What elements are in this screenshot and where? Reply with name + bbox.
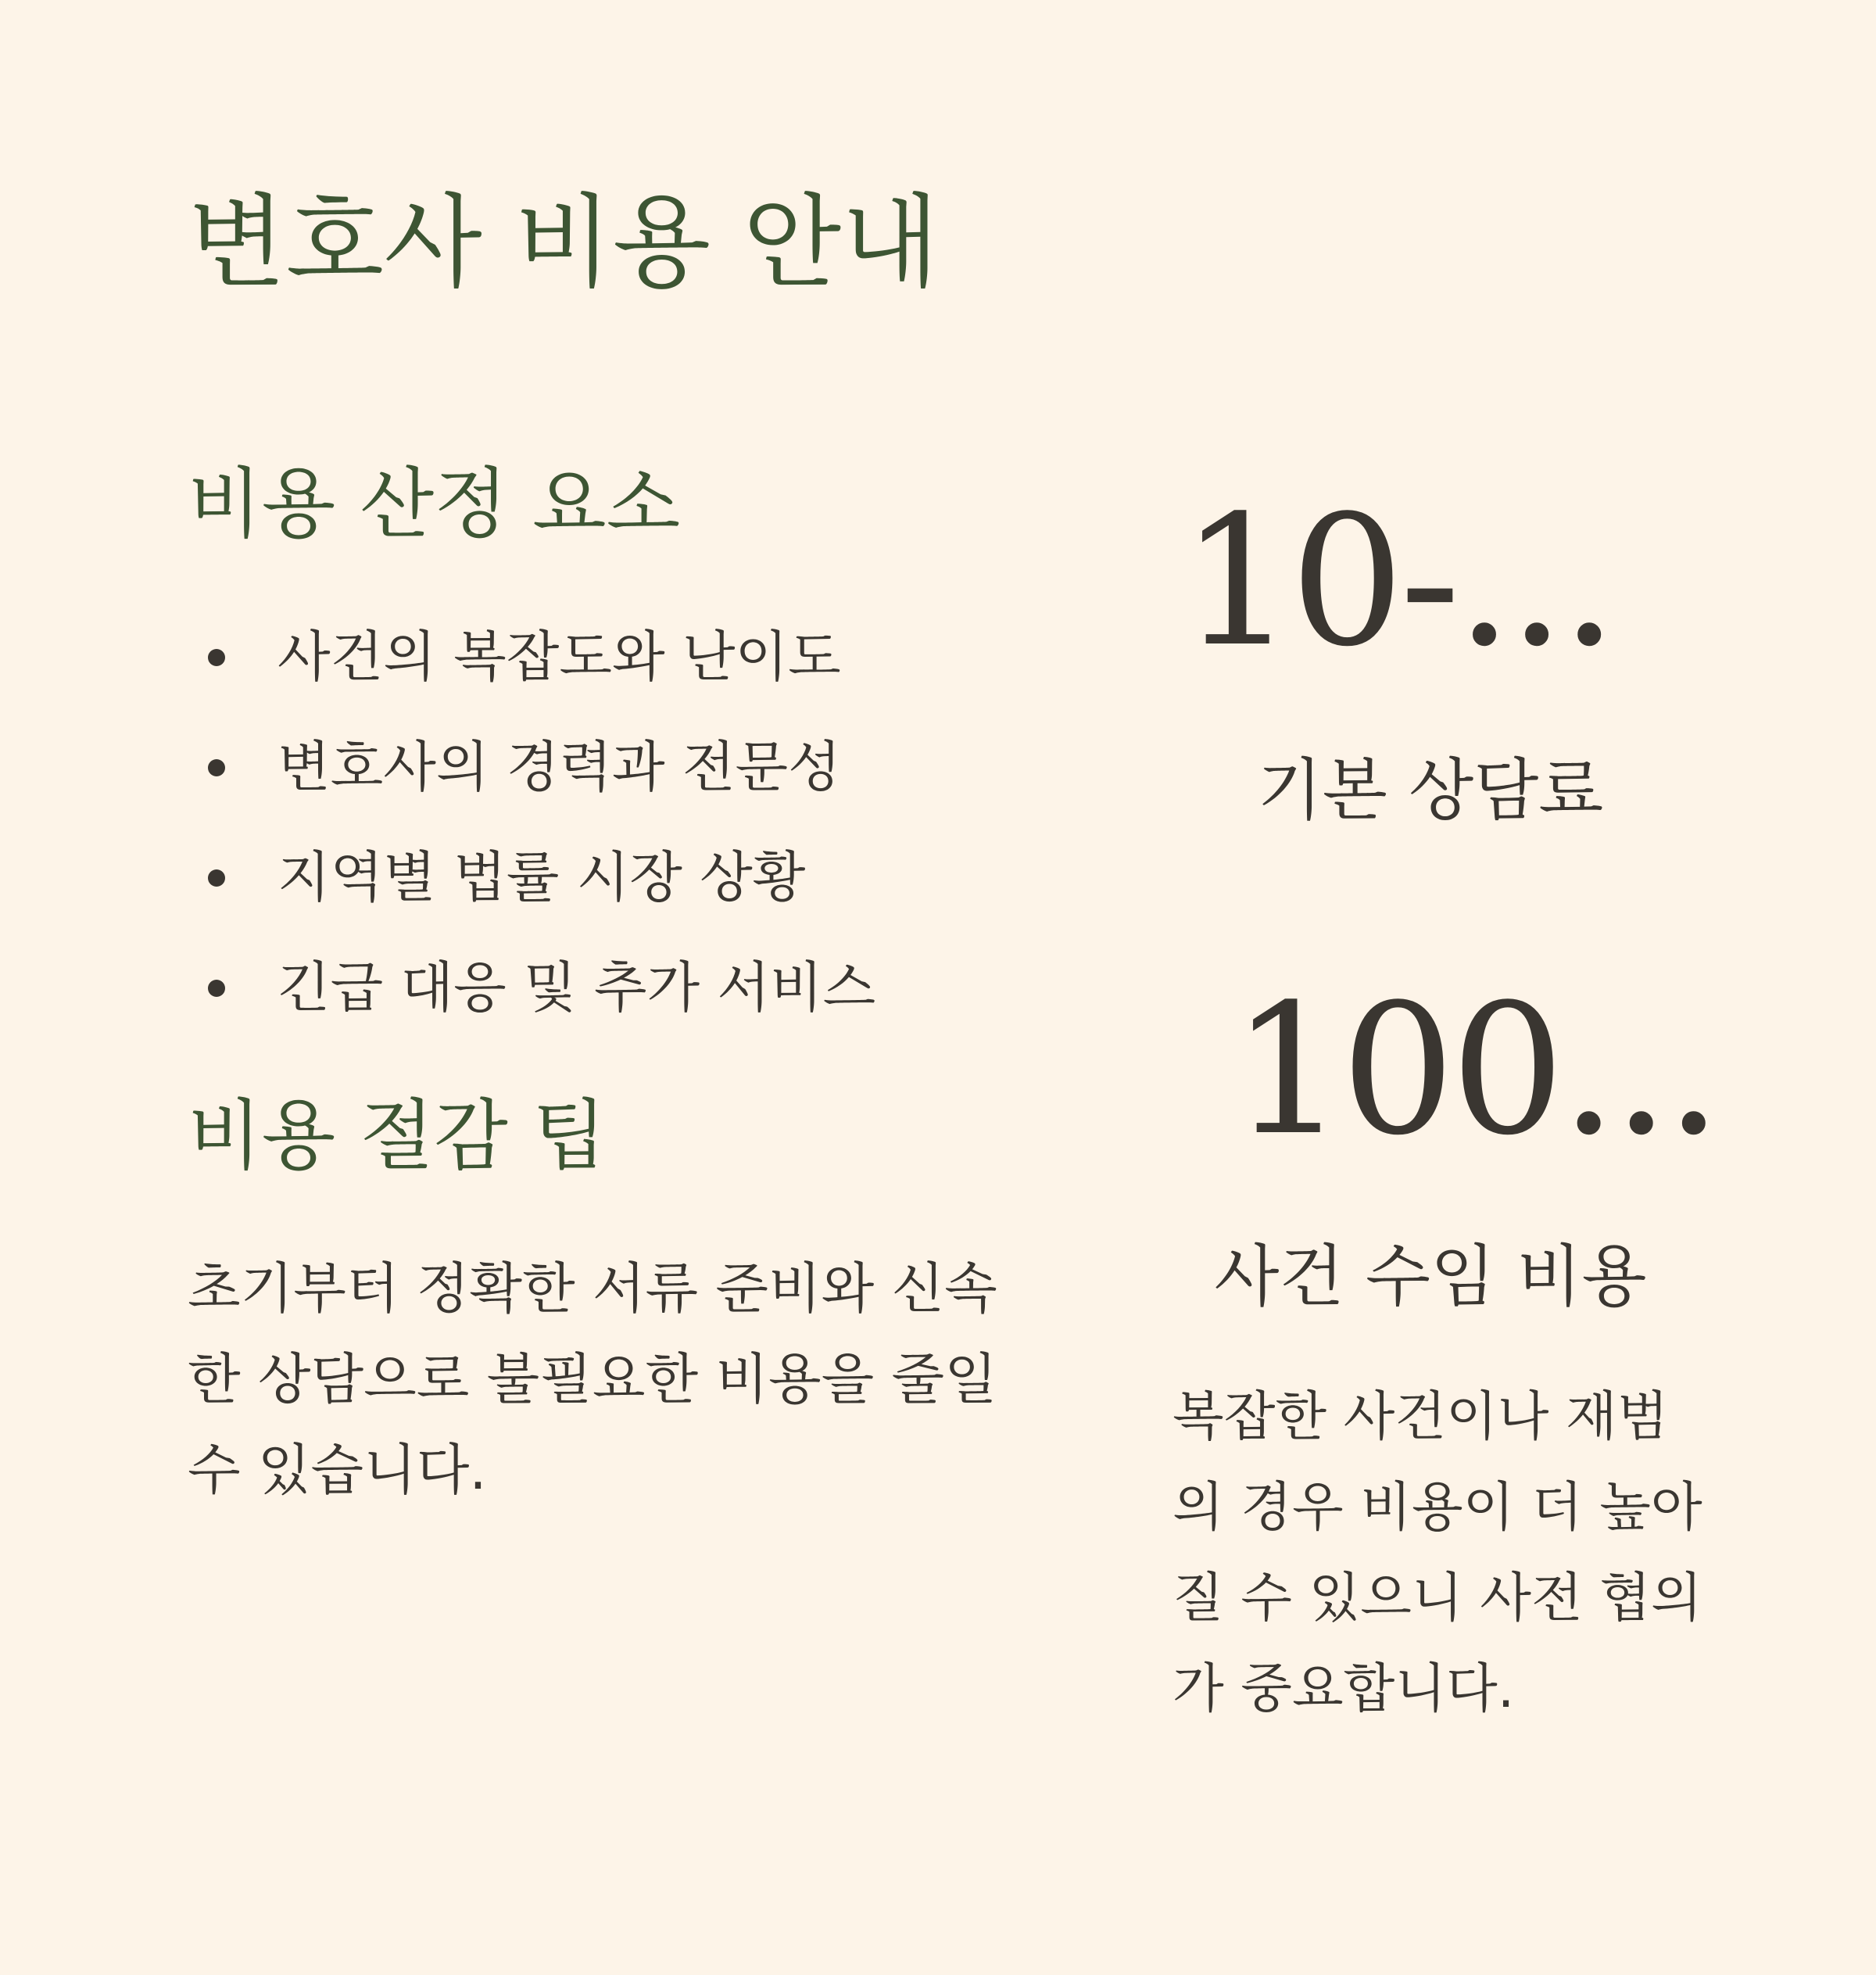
fee-note-text: 복잡한 사건이나 재범의 경우 비용이 더 높아질 수 있으니 사전 협의가 중요합니다. [1172, 1386, 1702, 1720]
bullet-icon [208, 869, 225, 887]
list-item [188, 720, 875, 830]
list-item [188, 830, 875, 941]
list-item-text: 사건의 복잡도와 난이도 [277, 625, 841, 689]
bullet-icon [208, 759, 225, 776]
bullet-icon [208, 649, 225, 666]
case-fee-label: 사건 수임 비용 [1214, 1238, 1647, 1316]
list-item [188, 610, 875, 720]
cost-tips-heading: 비용 절감 팁 [188, 1091, 607, 1181]
list-item [188, 941, 875, 1051]
cost-factors-heading: 비용 산정 요소 [188, 460, 681, 549]
bullet-icon [208, 980, 225, 997]
consultation-fee-value: 10-... [1180, 478, 1613, 686]
consultation-fee-label: 기본 상담료 [1257, 751, 1604, 830]
page-title: 변호사 비용 안내 [188, 183, 940, 302]
cost-tips-text: 초기부터 정확한 서류 준비와 신속한 상담으로 불필요한 비용을 줄일 수 있습니다. [188, 1256, 997, 1502]
list-item-text: 변호사의 경력과 전문성 [277, 735, 841, 799]
case-fee-value: 100... [1231, 966, 1718, 1175]
cost-factors-list [188, 610, 875, 1051]
list-item-text: 지역별 법률 시장 상황 [277, 845, 806, 909]
list-item-text: 긴급 대응 및 추가 서비스 [277, 955, 876, 1020]
